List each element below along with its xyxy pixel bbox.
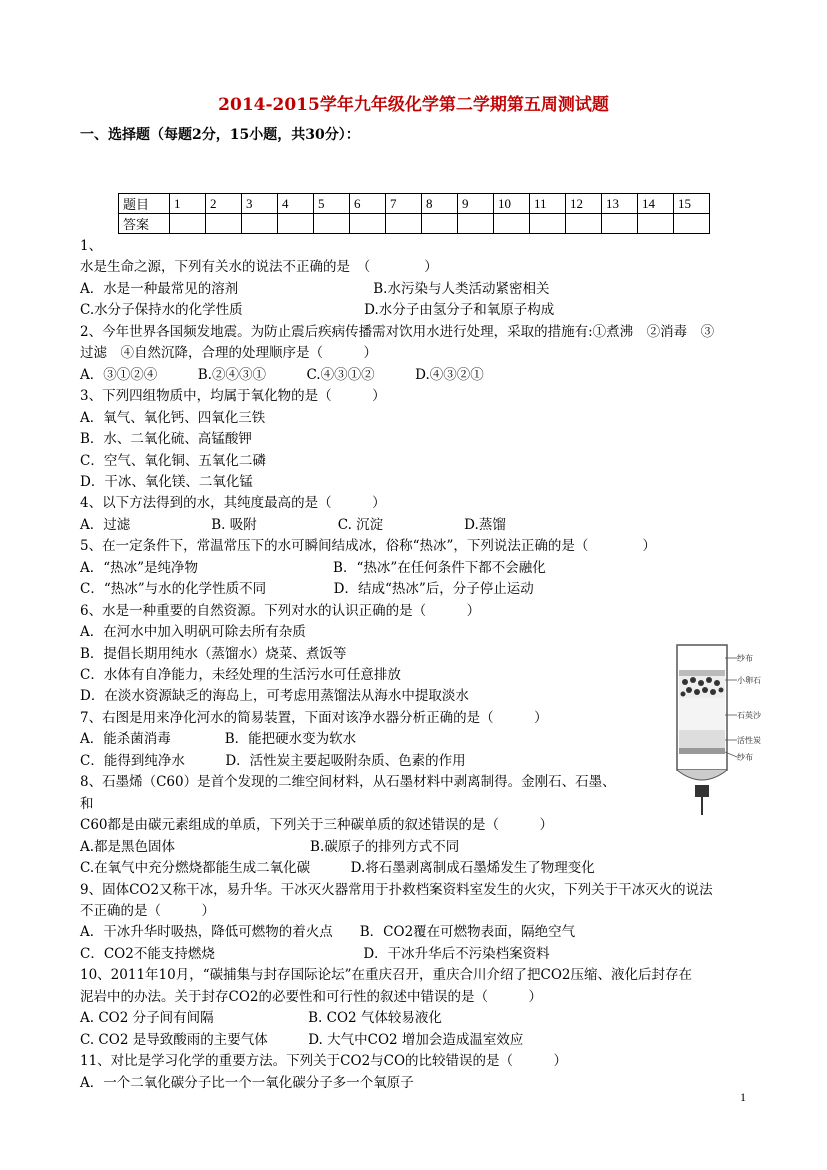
page-number: 1 [740, 1090, 746, 1104]
sand-layer [679, 698, 725, 730]
answer-cell[interactable] [314, 214, 350, 234]
question-line: 9、固体CO2又称干冰，易升华。干冰灭火器常用于扑救档案资料室发生的火灾，下列关于干冰灭火的说法 [80, 881, 713, 898]
number-cell: 6 [350, 194, 386, 214]
question-line: 7、右图是用来净化河水的简易装置，下面对该净水器分析正确的是（ ） [80, 709, 548, 726]
number-cell: 11 [530, 194, 566, 214]
question-line: 水是生命之源，下列有关水的说法不正确的是 （ ） [80, 259, 438, 276]
question-line: C60都是由碳元素组成的单质，下列关于三种碳单质的叙述错误的是（ ） [80, 817, 554, 834]
answer-cell[interactable] [278, 214, 314, 234]
answer-cell[interactable] [170, 214, 206, 234]
number-cell: 8 [422, 194, 458, 214]
question-line: C．CO2不能支持燃烧 D．干冰升华后不污染档案资料 [80, 945, 550, 962]
question-line: 2、今年世界各国频发地震。为防止震后疾病传播需对饮用水进行处理，采取的措施有:①煮沸 ②消毒 ③ [80, 323, 715, 340]
number-cell: 15 [674, 194, 710, 214]
number-cell: 2 [206, 194, 242, 214]
answer-cell[interactable] [422, 214, 458, 234]
question-line: 10、2011年10月，“碳捕集与封存国际论坛”在重庆召开，重庆合川介绍了把CO2压缩、液化后封存在 [80, 967, 693, 984]
page-title: 2014-2015学年九年级化学第二学期第五周测试题 [218, 95, 609, 115]
question-line: A．能杀菌消毒 B．能把硬水变为软水 [80, 731, 357, 748]
pebble-layer [679, 676, 725, 698]
question-line: D．在淡水资源缺乏的海岛上，可考虑用蒸馏法从海水中提取淡水 [80, 688, 469, 705]
number-cell: 5 [314, 194, 350, 214]
gauze-layer-bottom [679, 748, 725, 754]
filter-funnel [677, 770, 727, 780]
question-line: A．一个二氧化碳分子比一个一氧化碳分子多一个氧原子 [80, 1074, 414, 1091]
number-cell: 1 [170, 194, 206, 214]
number-cell: 12 [566, 194, 602, 214]
question-line: B．提倡长期用纯水（蒸馏水）烧菜、煮饭等 [80, 645, 347, 662]
question-line: B．水、二氧化硫、高锰酸钾 [80, 431, 252, 448]
number-cell: 10 [494, 194, 530, 214]
question-line: 和 [80, 795, 94, 812]
answer-cell[interactable] [350, 214, 386, 234]
number-cell: 14 [638, 194, 674, 214]
answer-cell[interactable] [530, 214, 566, 234]
question-line: 3、下列四组物质中，均属于氧化物的是（ ） [80, 388, 386, 405]
question-line: C.在氧气中充分燃烧都能生成二氧化碳 D.将石墨剥离制成石墨烯发生了物理变化 [80, 860, 595, 877]
figure-label: 小卵石 [737, 676, 761, 685]
answer-table [118, 193, 710, 234]
number-cell: 4 [278, 194, 314, 214]
question-line: 5、在一定条件下，常温常压下的水可瞬间结成冰，俗称“热冰”，下列说法正确的是（ ） [80, 538, 656, 555]
answer-cell[interactable] [206, 214, 242, 234]
question-line: C．“热冰”与水的化学性质不同 D．结成“热冰”后，分子停止运动 [80, 581, 534, 598]
water-filter-figure [665, 640, 795, 820]
question-line: 6、水是一种重要的自然资源。下列对水的认识正确的是（ ） [80, 602, 481, 619]
answer-table-answer-row [119, 214, 710, 234]
question-line: A.都是黑色固体 B.碳原子的排列方式不同 [80, 838, 460, 855]
answer-label-cell: 答案 [119, 214, 170, 234]
answer-cell[interactable] [458, 214, 494, 234]
section-heading: 一、选择题（每题2分，15小题，共30分）： [80, 127, 360, 143]
question-line: C．水体有自净能力，未经处理的生活污水可任意排放 [80, 667, 401, 683]
answer-cell[interactable] [386, 214, 422, 234]
figure-label: 纱布 [737, 654, 753, 663]
figure-label: 纱布 [737, 753, 753, 762]
figure-label: 活性炭 [737, 736, 761, 745]
charcoal-layer [679, 730, 725, 748]
figure-label: 石英沙 [737, 711, 761, 720]
filter-outlet [695, 785, 709, 797]
number-cell: 7 [386, 194, 422, 214]
question-line: A．干冰升华时吸热，降低可燃物的着火点 B．CO2覆在可燃物表面，隔绝空气 [80, 924, 576, 941]
question-line: C. CO2 是导致酸雨的主要气体 D. 大气中CO2 增加会造成温室效应 [80, 1031, 524, 1048]
question-line: A．“热冰”是纯净物 B．“热冰”在任何条件下都不会融化 [80, 559, 546, 576]
question-line: C．能得到纯净水 D．活性炭主要起吸附杂质、色素的作用 [80, 752, 466, 769]
gauze-layer [679, 670, 725, 676]
question-line: 泥岩中的办法。关于封存CO2的必要性和可行性的叙述中错误的是（ ） [80, 988, 542, 1005]
question-line: 11、对比是学习化学的重要方法。下列关于CO2与CO的比较错误的是（ ） [80, 1053, 568, 1070]
question-line: C.水分子保持水的化学性质 D.水分子由氢分子和氧原子构成 [80, 302, 555, 319]
question-line: 8、石墨烯（C60）是首个发现的二维空间材料，从石墨材料中剥离制得。金刚石、石墨、 [80, 774, 616, 791]
answer-cell[interactable] [494, 214, 530, 234]
question-line: D．干冰、氧化镁、二氧化锰 [80, 473, 253, 490]
answer-cell[interactable] [602, 214, 638, 234]
question-line: 过滤 ④自然沉降，合理的处理顺序是（ ） [80, 345, 377, 362]
answer-cell[interactable] [242, 214, 278, 234]
question-line: A．过滤 B. 吸附 C. 沉淀 D.蒸馏 [80, 516, 506, 533]
question-line: 1、 [80, 238, 103, 254]
header-label-cell: 题目 [119, 194, 170, 214]
answer-table-header-row [119, 194, 710, 214]
answer-cell[interactable] [566, 214, 602, 234]
question-line: C．空气、氧化铜、五氧化二磷 [80, 452, 266, 469]
number-cell: 3 [242, 194, 278, 214]
question-line: 4、以下方法得到的水，其纯度最高的是（ ） [80, 495, 386, 512]
number-cell: 9 [458, 194, 494, 214]
question-line: A．在河水中加入明矾可除去所有杂质 [80, 624, 306, 641]
question-line: A．③①②④ B.②④③① C.④③①② D.④③②① [80, 366, 484, 383]
question-line: A. CO2 分子间有间隔 B. CO2 气体较易液化 [80, 1010, 442, 1027]
answer-cell[interactable] [674, 214, 710, 234]
answer-cell[interactable] [638, 214, 674, 234]
question-line: 不正确的是（ ） [80, 902, 215, 919]
question-line: A．氧气、氧化钙、四氧化三铁 [80, 409, 266, 426]
question-line: A．水是一种最常见的溶剂 B.水污染与人类活动紧密相关 [80, 280, 550, 297]
number-cell: 13 [602, 194, 638, 214]
